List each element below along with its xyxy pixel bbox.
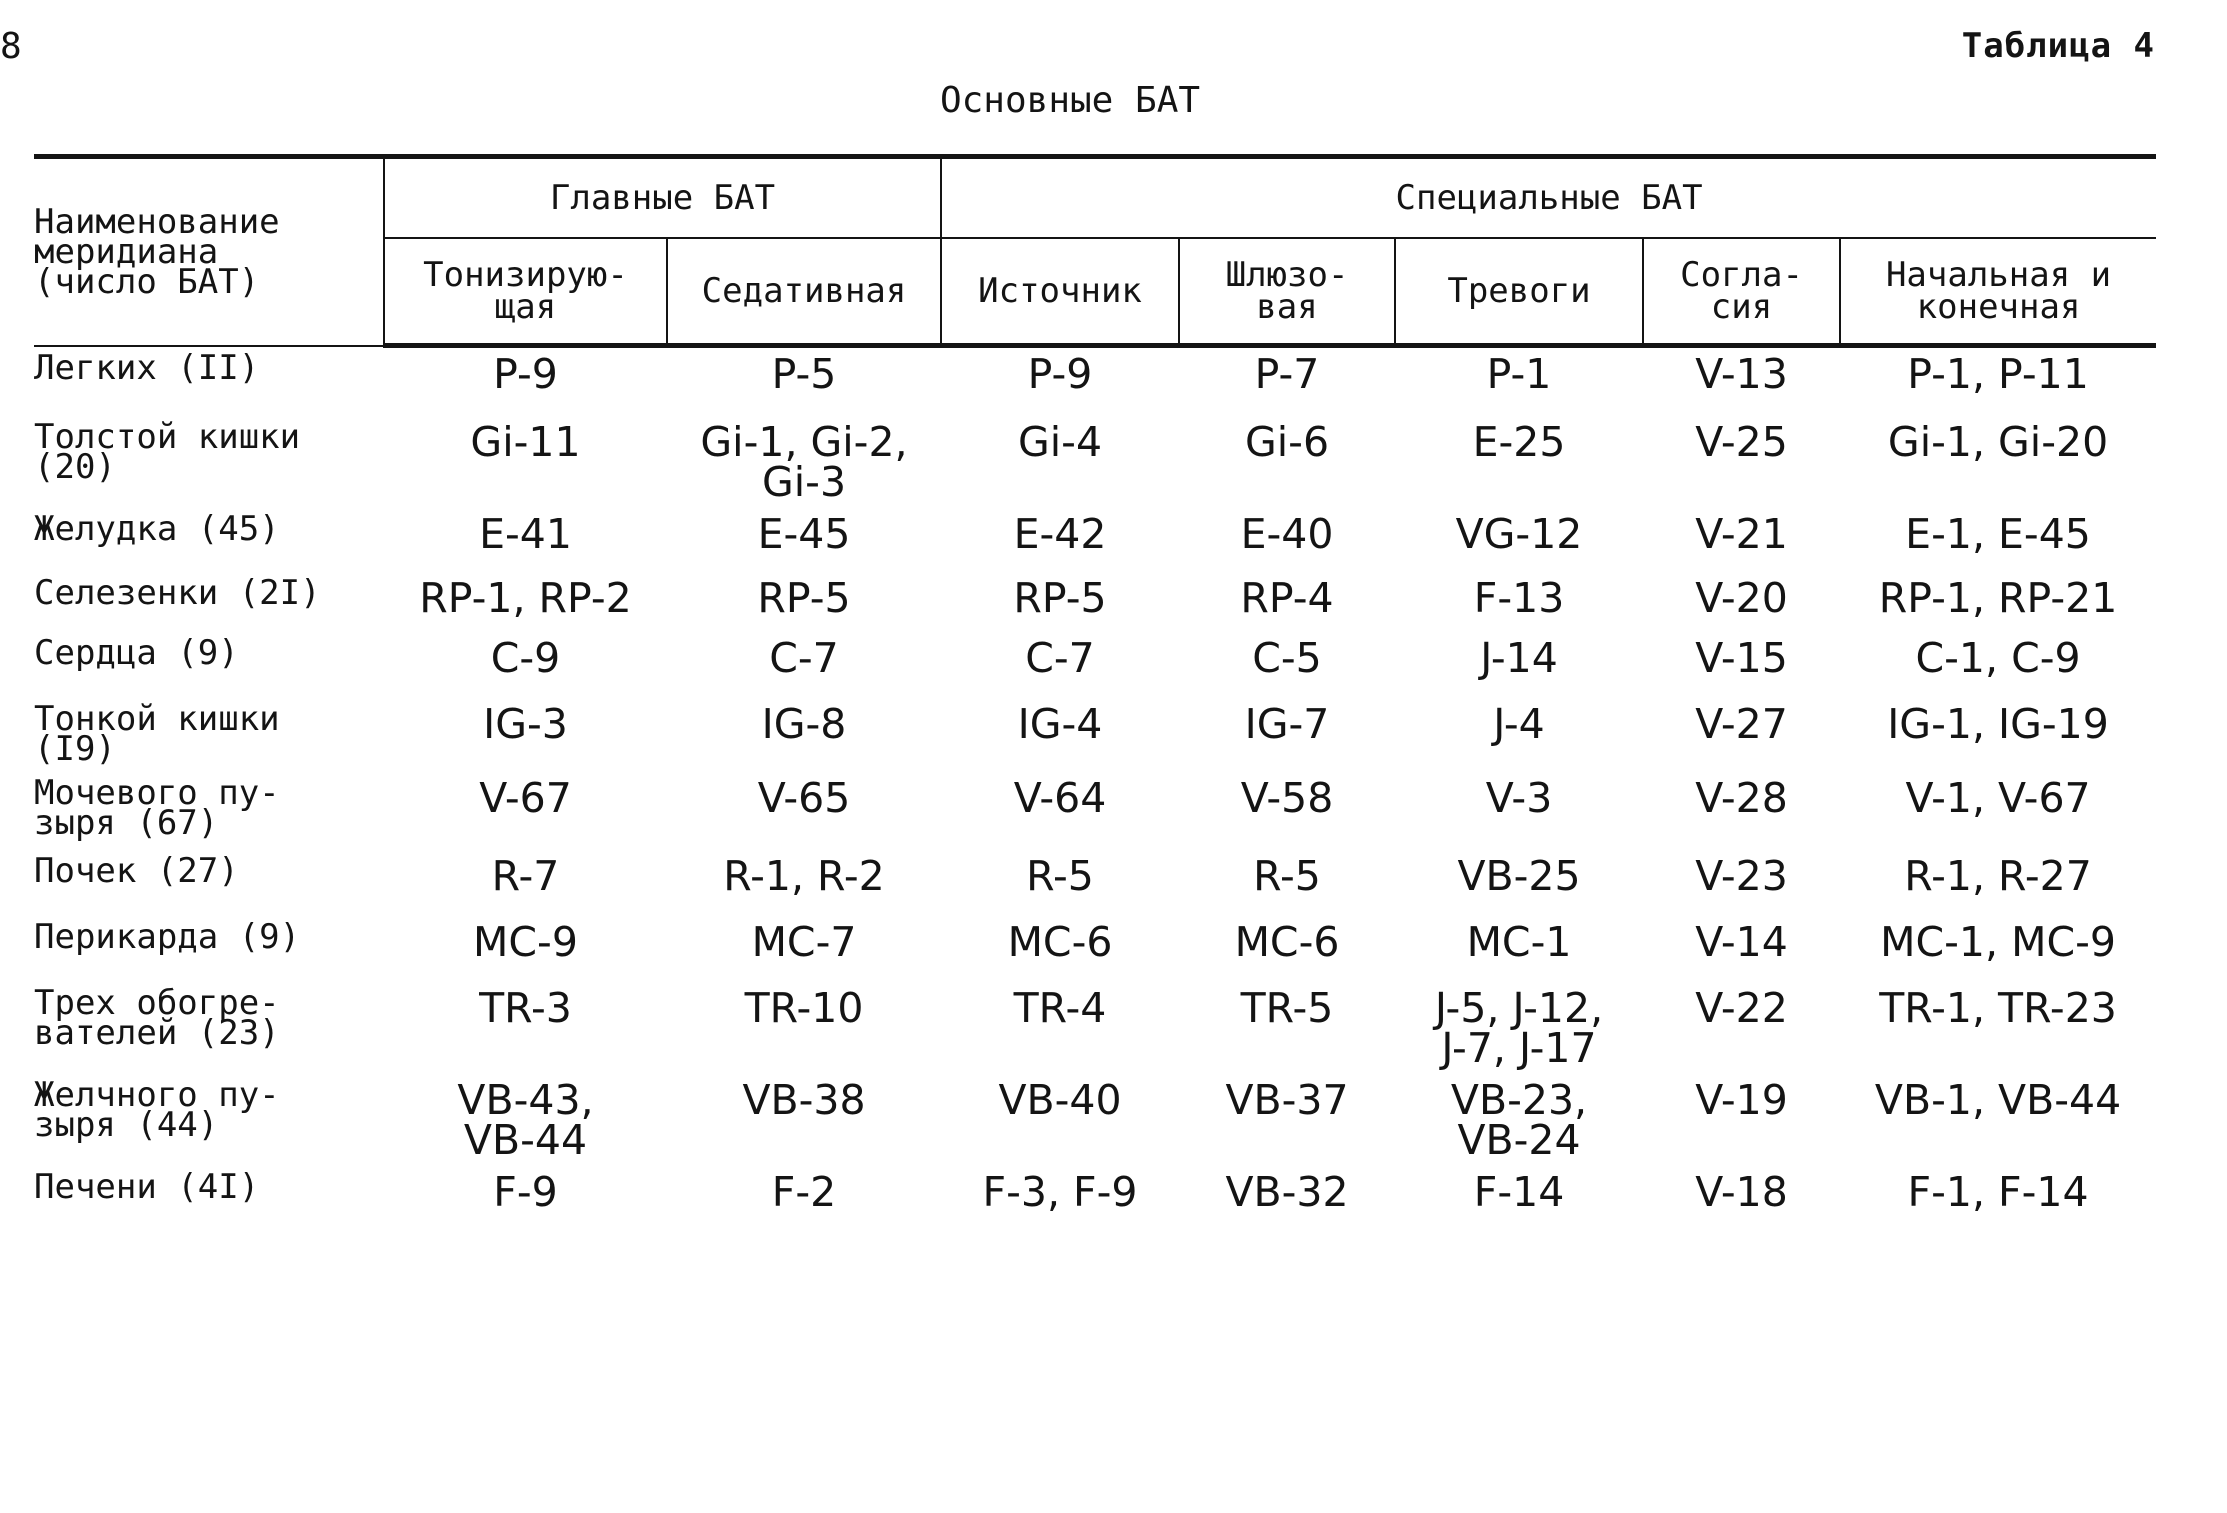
point-cell <box>1179 572 1395 632</box>
point-line: V-65 <box>757 773 851 822</box>
point-cell <box>1840 508 2156 572</box>
header-column-line: Шлюзо- <box>1225 255 1349 295</box>
header-column-6 <box>1643 238 1840 346</box>
point-line: F-2 <box>771 1167 837 1216</box>
point-cell <box>1179 346 1395 416</box>
point-cell <box>1840 982 2156 1074</box>
point-line: R-5 <box>1026 851 1094 900</box>
point-cell <box>941 850 1179 916</box>
table-row <box>34 416 2156 508</box>
point-line: E-45 <box>757 509 851 558</box>
meridian-name-line: зыря (44) <box>34 1104 219 1145</box>
point-line: RP-4 <box>1240 573 1334 622</box>
meridian-name <box>34 1074 384 1166</box>
point-cell <box>1395 346 1643 416</box>
point-cell <box>667 632 941 698</box>
point-line: Gi-11 <box>470 417 581 466</box>
point-line: Gi-4 <box>1017 417 1103 466</box>
point-cell <box>1395 572 1643 632</box>
table-row <box>34 346 2156 416</box>
point-line: VG-12 <box>1455 509 1583 558</box>
point-line: TR-5 <box>1240 983 1334 1032</box>
point-line: V-1, V-67 <box>1905 773 2091 822</box>
header-column-7 <box>1840 238 2156 346</box>
point-line: E-41 <box>479 509 572 558</box>
table-label: Таблица 4 <box>1961 26 2155 66</box>
point-line: V-27 <box>1695 699 1788 748</box>
point-line: E-40 <box>1240 509 1334 558</box>
point-line: R-7 <box>491 851 560 900</box>
meridian-name-line: Трех обогре- <box>34 982 280 1023</box>
point-cell <box>1643 632 1840 698</box>
point-cell <box>941 772 1179 850</box>
point-line: V-67 <box>479 773 572 822</box>
point-cell <box>667 1166 941 1230</box>
point-line: RP-5 <box>1013 573 1107 622</box>
table-row <box>34 508 2156 572</box>
point-cell <box>667 698 941 772</box>
table-row <box>34 632 2156 698</box>
point-cell <box>1179 508 1395 572</box>
meridian-name-line: Толстой кишки <box>34 416 301 457</box>
header-meridian-name <box>34 157 384 346</box>
point-cell <box>384 772 667 850</box>
point-line: TR-1, TR-23 <box>1879 983 2117 1032</box>
point-line: V-14 <box>1695 917 1788 966</box>
point-line: RP-5 <box>757 573 851 622</box>
point-cell <box>1395 916 1643 982</box>
point-line: R-1, R-2 <box>723 851 885 900</box>
point-cell <box>941 698 1179 772</box>
point-cell <box>384 1166 667 1230</box>
point-cell <box>1395 1074 1643 1166</box>
point-line: P-9 <box>493 350 558 398</box>
point-line: V-15 <box>1695 633 1788 682</box>
point-cell <box>1643 346 1840 416</box>
point-line: F-14 <box>1473 1167 1565 1216</box>
point-line: TR-10 <box>744 983 864 1032</box>
point-line: C-5 <box>1252 633 1322 682</box>
meridian-name-line: зыря (67) <box>34 802 219 843</box>
header-column-5 <box>1395 238 1643 346</box>
point-cell <box>941 1074 1179 1166</box>
meridian-name-line: Перикарда (9) <box>34 916 301 957</box>
point-cell <box>1840 416 2156 508</box>
meridian-name <box>34 698 384 772</box>
point-line: P-5 <box>771 350 837 398</box>
point-line: Gi-1, Gi-20 <box>1887 417 2109 466</box>
meridian-name-line: Сердца (9) <box>34 632 239 673</box>
point-line: VB-1, VB-44 <box>1874 1075 2122 1124</box>
point-cell <box>1179 632 1395 698</box>
point-line: IG-4 <box>1017 699 1103 748</box>
point-cell <box>384 508 667 572</box>
point-cell <box>1179 698 1395 772</box>
point-cell <box>1179 772 1395 850</box>
point-cell <box>667 982 941 1074</box>
point-line: IG-7 <box>1244 699 1330 748</box>
point-line: IG-1, IG-19 <box>1887 699 2109 748</box>
point-cell <box>384 982 667 1074</box>
table-row <box>34 982 2156 1074</box>
point-line: P-9 <box>1027 350 1093 398</box>
point-line: F-3, F-9 <box>982 1167 1138 1216</box>
point-cell <box>1179 850 1395 916</box>
header-group-special: Специальные БАТ <box>941 157 2156 239</box>
point-cell <box>384 416 667 508</box>
point-cell <box>1840 1074 2156 1166</box>
meridian-name-line: Тонкой кишки <box>34 698 280 739</box>
point-line: V-19 <box>1695 1075 1788 1124</box>
meridian-name <box>34 572 384 632</box>
point-cell <box>1643 982 1840 1074</box>
point-cell <box>1840 916 2156 982</box>
header-column-line: сия <box>1710 287 1773 327</box>
point-line: VB-24 <box>1457 1115 1581 1164</box>
point-cell <box>1643 916 1840 982</box>
point-cell <box>1643 1166 1840 1230</box>
point-cell <box>384 572 667 632</box>
table-row <box>34 916 2156 982</box>
point-cell <box>667 346 941 416</box>
point-line: V-3 <box>1485 773 1553 822</box>
point-cell <box>384 698 667 772</box>
point-line: VB-32 <box>1225 1167 1349 1216</box>
point-line: IG-8 <box>761 699 847 748</box>
header-column-line: Согла- <box>1680 255 1803 295</box>
point-line: E-1, E-45 <box>1905 509 2091 558</box>
point-line: V-58 <box>1240 773 1334 822</box>
point-cell <box>1643 772 1840 850</box>
point-cell <box>1840 698 2156 772</box>
point-line: E-25 <box>1472 417 1566 466</box>
header-column-2 <box>667 238 941 346</box>
point-cell <box>941 572 1179 632</box>
point-cell <box>1840 850 2156 916</box>
point-cell <box>941 1166 1179 1230</box>
meridian-name-line: Почек (27) <box>34 850 239 891</box>
point-cell <box>667 416 941 508</box>
meridian-name <box>34 346 384 416</box>
point-line: MC-1, MC-9 <box>1880 917 2116 966</box>
point-cell <box>384 346 667 416</box>
header-column-line: конечная <box>1916 287 2081 327</box>
point-line: VB-38 <box>742 1075 866 1124</box>
table-row <box>34 850 2156 916</box>
point-cell <box>1395 850 1643 916</box>
meridian-name <box>34 416 384 508</box>
header-column-3 <box>941 238 1179 346</box>
point-cell <box>667 916 941 982</box>
point-cell <box>1840 346 2156 416</box>
point-line: VB-25 <box>1457 851 1581 900</box>
point-cell <box>1179 1074 1395 1166</box>
point-cell <box>1395 508 1643 572</box>
header-meridian-name-line: меридиана <box>34 231 219 272</box>
meridian-name-line: Селезенки (2I) <box>34 572 321 613</box>
header-column-line: Начальная и <box>1885 255 2112 295</box>
table-row <box>34 572 2156 632</box>
point-line: V-23 <box>1695 851 1788 900</box>
point-line: E-42 <box>1013 509 1107 558</box>
header-column-1 <box>384 238 667 346</box>
point-cell <box>1643 698 1840 772</box>
meridian-name <box>34 1166 384 1230</box>
point-cell <box>1395 416 1643 508</box>
point-cell <box>667 850 941 916</box>
header-column-line: Седативная <box>701 271 907 311</box>
header-meridian-name-line: (число БАТ) <box>34 261 260 302</box>
point-line: MC-7 <box>751 917 857 966</box>
point-cell <box>941 982 1179 1074</box>
point-line: C-7 <box>769 633 839 682</box>
header-group-main: Главные БАТ <box>384 157 941 239</box>
bat-table <box>34 154 2156 1230</box>
point-cell <box>384 1074 667 1166</box>
point-cell <box>1840 632 2156 698</box>
header-column-line: щая <box>494 287 557 327</box>
point-line: P-1 <box>1486 350 1552 398</box>
point-line: F-13 <box>1473 573 1565 622</box>
point-line: MC-6 <box>1007 917 1113 966</box>
point-cell <box>1643 508 1840 572</box>
point-line: V-22 <box>1695 983 1788 1032</box>
meridian-name-line: (20) <box>34 446 116 487</box>
point-line: F-1, F-14 <box>1907 1167 2089 1216</box>
point-line: J-5, J-12, <box>1434 983 1604 1032</box>
point-cell <box>1179 1166 1395 1230</box>
point-cell <box>1840 772 2156 850</box>
meridian-name <box>34 850 384 916</box>
point-line: Gi-1, Gi-2, <box>700 417 908 466</box>
point-line: VB-43, <box>457 1075 594 1124</box>
table-row <box>34 698 2156 772</box>
header-column-4 <box>1179 238 1395 346</box>
point-line: C-1, C-9 <box>1915 633 2081 682</box>
point-cell <box>667 572 941 632</box>
point-cell <box>1643 1074 1840 1166</box>
point-line: VB-44 <box>463 1115 588 1164</box>
point-cell <box>384 916 667 982</box>
meridian-name-line: (I9) <box>34 728 116 769</box>
point-line: J-14 <box>1480 633 1558 682</box>
point-cell <box>1179 916 1395 982</box>
header-column-line: вая <box>1256 287 1318 327</box>
meridian-name <box>34 508 384 572</box>
point-cell <box>384 850 667 916</box>
meridian-name <box>34 982 384 1074</box>
point-line: P-7 <box>1254 350 1320 398</box>
point-cell <box>1395 1166 1643 1230</box>
meridian-name <box>34 772 384 850</box>
header-column-line: Тонизирую- <box>423 255 628 295</box>
point-line: MC-9 <box>473 917 578 966</box>
point-line: V-20 <box>1695 573 1788 622</box>
point-cell <box>1840 1166 2156 1230</box>
meridian-name-line: Мочевого пу- <box>34 772 280 813</box>
point-cell <box>1643 850 1840 916</box>
point-line: R-5 <box>1253 851 1321 900</box>
point-cell <box>941 508 1179 572</box>
table-row <box>34 772 2156 850</box>
point-line: VB-23, <box>1450 1075 1588 1124</box>
point-line: Gi-3 <box>761 457 847 506</box>
table-row <box>34 1074 2156 1166</box>
meridian-name <box>34 632 384 698</box>
point-cell <box>1840 572 2156 632</box>
point-line: VB-37 <box>1225 1075 1349 1124</box>
point-cell <box>667 772 941 850</box>
meridian-name <box>34 916 384 982</box>
page-number: 8 <box>0 26 22 67</box>
header-column-line: Тревоги <box>1447 271 1591 311</box>
point-line: V-28 <box>1695 773 1788 822</box>
point-line: TR-3 <box>479 983 572 1032</box>
point-line: VB-40 <box>998 1075 1122 1124</box>
point-line: C-7 <box>1025 633 1095 682</box>
point-line: C-9 <box>490 633 561 682</box>
point-line: MC-6 <box>1234 917 1340 966</box>
header-column-line: Источник <box>978 271 1142 311</box>
point-line: J-4 <box>1493 699 1545 748</box>
point-line: Gi-6 <box>1244 417 1330 466</box>
point-line: MC-1 <box>1466 917 1572 966</box>
point-cell <box>1179 416 1395 508</box>
table-title: Основные БАТ <box>939 80 1201 121</box>
header-meridian-name-line: Наименование <box>34 201 280 242</box>
point-line: V-21 <box>1695 509 1788 558</box>
point-line: F-9 <box>493 1167 558 1216</box>
point-cell <box>1395 632 1643 698</box>
point-cell <box>384 632 667 698</box>
point-cell <box>667 508 941 572</box>
point-cell <box>941 632 1179 698</box>
point-cell <box>1643 416 1840 508</box>
point-cell <box>1643 572 1840 632</box>
point-line: J-7, J-17 <box>1441 1023 1597 1072</box>
meridian-name-line: Печени (4I) <box>34 1166 260 1207</box>
point-line: TR-4 <box>1013 983 1107 1032</box>
point-line: P-1, P-11 <box>1907 350 2089 398</box>
point-line: R-1, R-27 <box>1904 851 2092 900</box>
meridian-name-line: Желудка (45) <box>34 508 280 549</box>
meridian-name-line: Легких (II) <box>34 347 260 388</box>
point-cell <box>941 346 1179 416</box>
point-line: V-64 <box>1013 773 1107 822</box>
point-cell <box>1395 698 1643 772</box>
point-cell <box>941 416 1179 508</box>
meridian-name-line: вателей (23) <box>34 1012 280 1053</box>
point-line: V-25 <box>1695 417 1788 466</box>
point-line: V-18 <box>1695 1167 1788 1216</box>
point-cell <box>1395 772 1643 850</box>
point-cell <box>941 916 1179 982</box>
table-row <box>34 1166 2156 1230</box>
point-line: V-13 <box>1695 350 1788 398</box>
point-line: RP-1, RP-21 <box>1878 573 2118 622</box>
point-line: RP-1, RP-2 <box>419 573 632 622</box>
point-cell <box>1395 982 1643 1074</box>
meridian-name-line: Желчного пу- <box>34 1074 280 1115</box>
point-line: IG-3 <box>483 699 568 748</box>
point-cell <box>667 1074 941 1166</box>
point-cell <box>1179 982 1395 1074</box>
